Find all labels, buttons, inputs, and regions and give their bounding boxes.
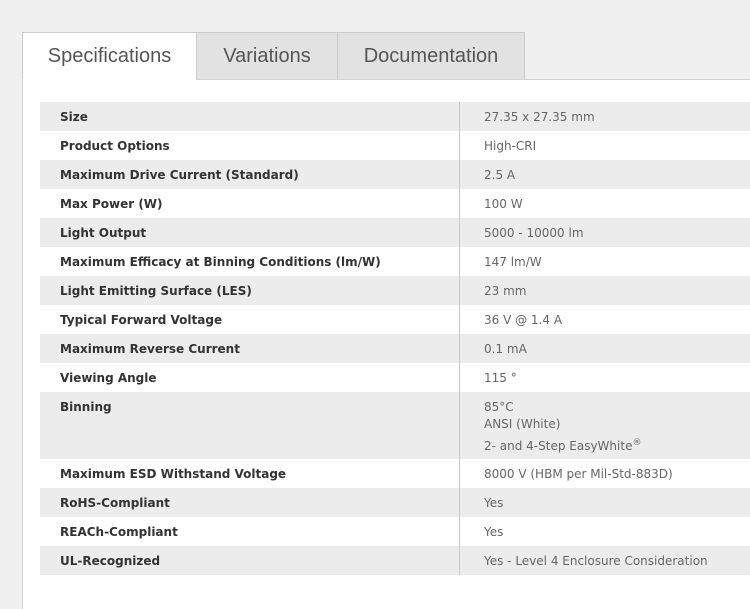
tab-variations[interactable]: Variations	[197, 32, 338, 80]
spec-value	[460, 392, 750, 459]
spec-value: Yes	[460, 517, 750, 546]
table-row	[40, 488, 750, 517]
spec-label: Maximum Reverse Current	[40, 334, 460, 363]
spec-value: 23 mm	[460, 276, 750, 305]
spec-label: Light Emitting Surface (LES)	[40, 276, 460, 305]
table-row	[40, 363, 750, 392]
table-row	[40, 546, 750, 575]
table-row	[40, 131, 750, 160]
table-row	[40, 459, 750, 488]
spec-value: 147 lm/W	[460, 247, 750, 276]
registered-mark: ®	[632, 438, 641, 448]
table-row	[40, 334, 750, 363]
specifications-panel	[22, 79, 750, 609]
spec-value: High-CRI	[460, 131, 750, 160]
binning-line	[484, 434, 750, 456]
table-row	[40, 517, 750, 546]
table-row	[40, 102, 750, 131]
table-row	[40, 189, 750, 218]
spec-value: 8000 V (HBM per Mil-Std-883D)	[460, 459, 750, 488]
spec-label: UL-Recognized	[40, 546, 460, 575]
spec-value: Yes	[460, 488, 750, 517]
spec-label: Viewing Angle	[40, 363, 460, 392]
spec-label: Typical Forward Voltage	[40, 305, 460, 334]
table-row	[40, 305, 750, 334]
table-row	[40, 247, 750, 276]
spec-label: Maximum ESD Withstand Voltage	[40, 459, 460, 488]
tab-documentation[interactable]: Documentation	[338, 32, 525, 80]
spec-value: 36 V @ 1.4 A	[460, 305, 750, 334]
spec-value: 2.5 A	[460, 160, 750, 189]
spec-value: 115 °	[460, 363, 750, 392]
binning-line: 85°C	[484, 400, 750, 415]
spec-value: Yes - Level 4 Enclosure Consideration	[460, 546, 750, 575]
spec-label: Product Options	[40, 131, 460, 160]
spec-value: 100 W	[460, 189, 750, 218]
table-row	[40, 276, 750, 305]
binning-line: ANSI (White)	[484, 415, 750, 434]
spec-value: 5000 - 10000 lm	[460, 218, 750, 247]
tab-specifications[interactable]: Specifications	[22, 32, 197, 80]
spec-label: Maximum Drive Current (Standard)	[40, 160, 460, 189]
table-row	[40, 392, 750, 459]
spec-label: Light Output	[40, 218, 460, 247]
spec-label: RoHS-Compliant	[40, 488, 460, 517]
tab-bar	[22, 32, 525, 80]
binning-line-text: 2- and 4-Step EasyWhite	[484, 439, 632, 453]
table-row	[40, 218, 750, 247]
spec-label: REACh-Compliant	[40, 517, 460, 546]
spec-label: Size	[40, 102, 460, 131]
spec-value: 0.1 mA	[460, 334, 750, 363]
spec-label: Max Power (W)	[40, 189, 460, 218]
spec-label: Maximum Efficacy at Binning Conditions (lm/W)	[40, 247, 460, 276]
table-row	[40, 160, 750, 189]
specifications-table	[40, 102, 750, 575]
spec-label: Binning	[40, 392, 460, 459]
spec-value: 27.35 x 27.35 mm	[460, 102, 750, 131]
